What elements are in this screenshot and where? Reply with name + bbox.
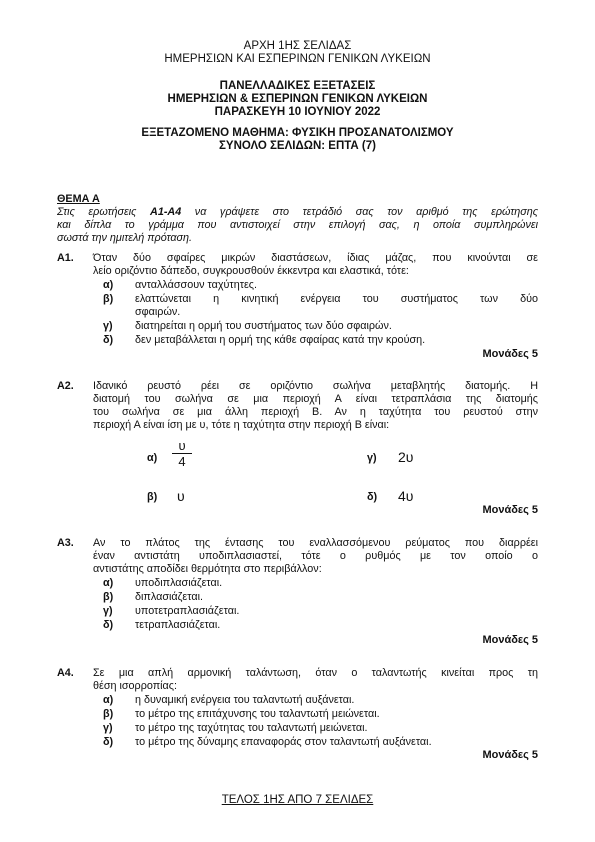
- question-text: Αν το πλάτος της έντασης του εναλλασσόμενου ρεύματος που διαρρέει: [93, 537, 538, 549]
- option-text: διατηρείται η ορμή του συστήματος των δύο σφαιρών.: [135, 320, 392, 332]
- option-label: α): [103, 279, 114, 291]
- points-label: Μονάδες 5: [482, 634, 538, 646]
- question-text: θέση ισορροπίας:: [93, 680, 177, 692]
- option-text: υποδιπλασιάζεται.: [135, 577, 223, 589]
- option-label: γ): [367, 452, 377, 464]
- points-label: Μονάδες 5: [482, 504, 538, 516]
- option-text: ανταλλάσσουν ταχύτητες.: [135, 279, 257, 291]
- points-label: Μονάδες 5: [482, 749, 538, 761]
- option-text: υποτετραπλασιάζεται.: [135, 605, 240, 617]
- question-text: διατομή του σωλήνα σε μια περιοχή Α είναι τετραπλάσια της διατομής: [93, 393, 538, 405]
- option-label: β): [103, 293, 114, 305]
- option-label: β): [103, 708, 114, 720]
- option-label: α): [147, 452, 158, 464]
- question-text: αντιστάτης αποδίδει θερμότητα στο περιβάλλον:: [93, 563, 322, 575]
- option-text: το μέτρο της ταχύτητας του ταλαντωτή μειώνεται.: [135, 722, 368, 734]
- exam-subject: ΕΞΕΤΑΖΟΜΕΝΟ ΜΑΘΗΜΑ: ΦΥΣΙΚΗ ΠΡΟΣΑΝΑΤΟΛΙΣΜΟΥ: [141, 127, 454, 139]
- option-text: το μέτρο της δύναμης επαναφοράς στον ταλαντωτή αυξάνεται.: [135, 736, 432, 748]
- instructions-line-3: σωστά την ημιτελή πρόταση.: [57, 232, 193, 244]
- option-label: α): [103, 577, 114, 589]
- option-value: 2υ: [398, 449, 414, 465]
- page-header-schools: ΗΜΕΡΗΣΙΩΝ ΚΑΙ ΕΣΠΕΡΙΝΩΝ ΓΕΝΙΚΩΝ ΛΥΚΕΙΩΝ: [164, 53, 431, 65]
- option-text: δεν μεταβάλλεται η ορμή της κάθε σφαίρας κατά την κρούση.: [135, 334, 426, 346]
- fraction: [172, 438, 192, 469]
- exam-date: ΠΑΡΑΣΚΕΥΗ 10 ΙΟΥΝΙΟΥ 2022: [214, 106, 381, 118]
- option-label: δ): [103, 736, 114, 748]
- question-text: περιοχή Α είναι ίση με υ, τότε η ταχύτητα στην περιοχή Β είναι:: [93, 419, 390, 431]
- option-text: διπλασιάζεται.: [135, 591, 203, 603]
- question-number: Α1.: [57, 252, 74, 264]
- option-label: γ): [103, 722, 113, 734]
- exam-subtitle: ΗΜΕΡΗΣΙΩΝ & ΕΣΠΕΡΙΝΩΝ ΓΕΝΙΚΩΝ ΛΥΚΕΙΩΝ: [167, 93, 428, 105]
- option-text: τετραπλασιάζεται.: [135, 619, 221, 631]
- fraction-numerator: υ: [178, 438, 186, 453]
- question-text: του σωλήνα σε μια άλλη περιοχή Β. Αν η ταχύτητα του ρευστού στην: [93, 406, 538, 418]
- question-text: Σε μια απλή αρμονική ταλάντωση, όταν ο ταλαντωτής κινείται προς τη: [93, 667, 538, 679]
- option-value: 4υ: [398, 488, 414, 504]
- option-label: β): [147, 491, 158, 503]
- option-label: γ): [103, 320, 113, 332]
- option-label: δ): [103, 619, 114, 631]
- section-title: ΘΕΜΑ Α: [57, 193, 100, 205]
- option-label: γ): [103, 605, 113, 617]
- option-text: ελαττώνεται η κινητική ενέργεια του συστήματος των δύο: [135, 293, 538, 305]
- option-label: β): [103, 591, 114, 603]
- question-text: λείο οριζόντιο δάπεδο, συγκρουσθούν έκκεντρα και ελαστικά, τότε:: [93, 265, 409, 277]
- instructions-line-2: και δίπλα το γράμμα που αντιστοιχεί στην επιλογή σας, η οποία συμπληρώνει: [57, 219, 538, 231]
- option-label: δ): [367, 491, 378, 503]
- exam-title: ΠΑΝΕΛΛΑΔΙΚΕΣ ΕΞΕΤΑΣΕΙΣ: [219, 80, 376, 92]
- option-text: η δυναμική ενέργεια του ταλαντωτή αυξάνεται.: [135, 694, 355, 706]
- question-number: Α3.: [57, 537, 74, 549]
- instructions-line-1: Στις ερωτήσεις Α1-Α4 να γράψετε στο τετράδιό σας τον αριθμό της ερώτησης: [57, 206, 538, 218]
- question-number: Α4.: [57, 667, 74, 679]
- option-label: δ): [103, 334, 114, 346]
- option-text: το μέτρο της επιτάχυνσης του ταλαντωτή μειώνεται.: [135, 708, 380, 720]
- fraction-denominator: 4: [172, 453, 192, 469]
- option-label: α): [103, 694, 114, 706]
- page-footer: ΤΕΛΟΣ 1ΗΣ ΑΠΟ 7 ΣΕΛΙΔΕΣ: [221, 794, 374, 806]
- page-count: ΣΥΝΟΛΟ ΣΕΛΙΔΩΝ: ΕΠΤΑ (7): [219, 140, 376, 152]
- points-label: Μονάδες 5: [482, 348, 538, 360]
- option-text: σφαιρών.: [135, 306, 181, 318]
- question-text: έναν αντιστάτη υποδιπλασιαστεί, τότε ο ρυθμός με τον οποίο ο: [93, 550, 538, 562]
- page-header-line: ΑΡΧΗ 1ΗΣ ΣΕΛΙΔΑΣ: [243, 40, 352, 52]
- option-value: υ: [177, 488, 185, 504]
- question-text: Ιδανικό ρευστό ρέει σε οριζόντιο σωλήνα μεταβλητής διατομής. Η: [93, 380, 538, 392]
- question-text: Όταν δύο σφαίρες μικρών διαστάσεων, ίδιας μάζας, που κινούνται σε: [93, 252, 538, 264]
- question-number: Α2.: [57, 380, 74, 392]
